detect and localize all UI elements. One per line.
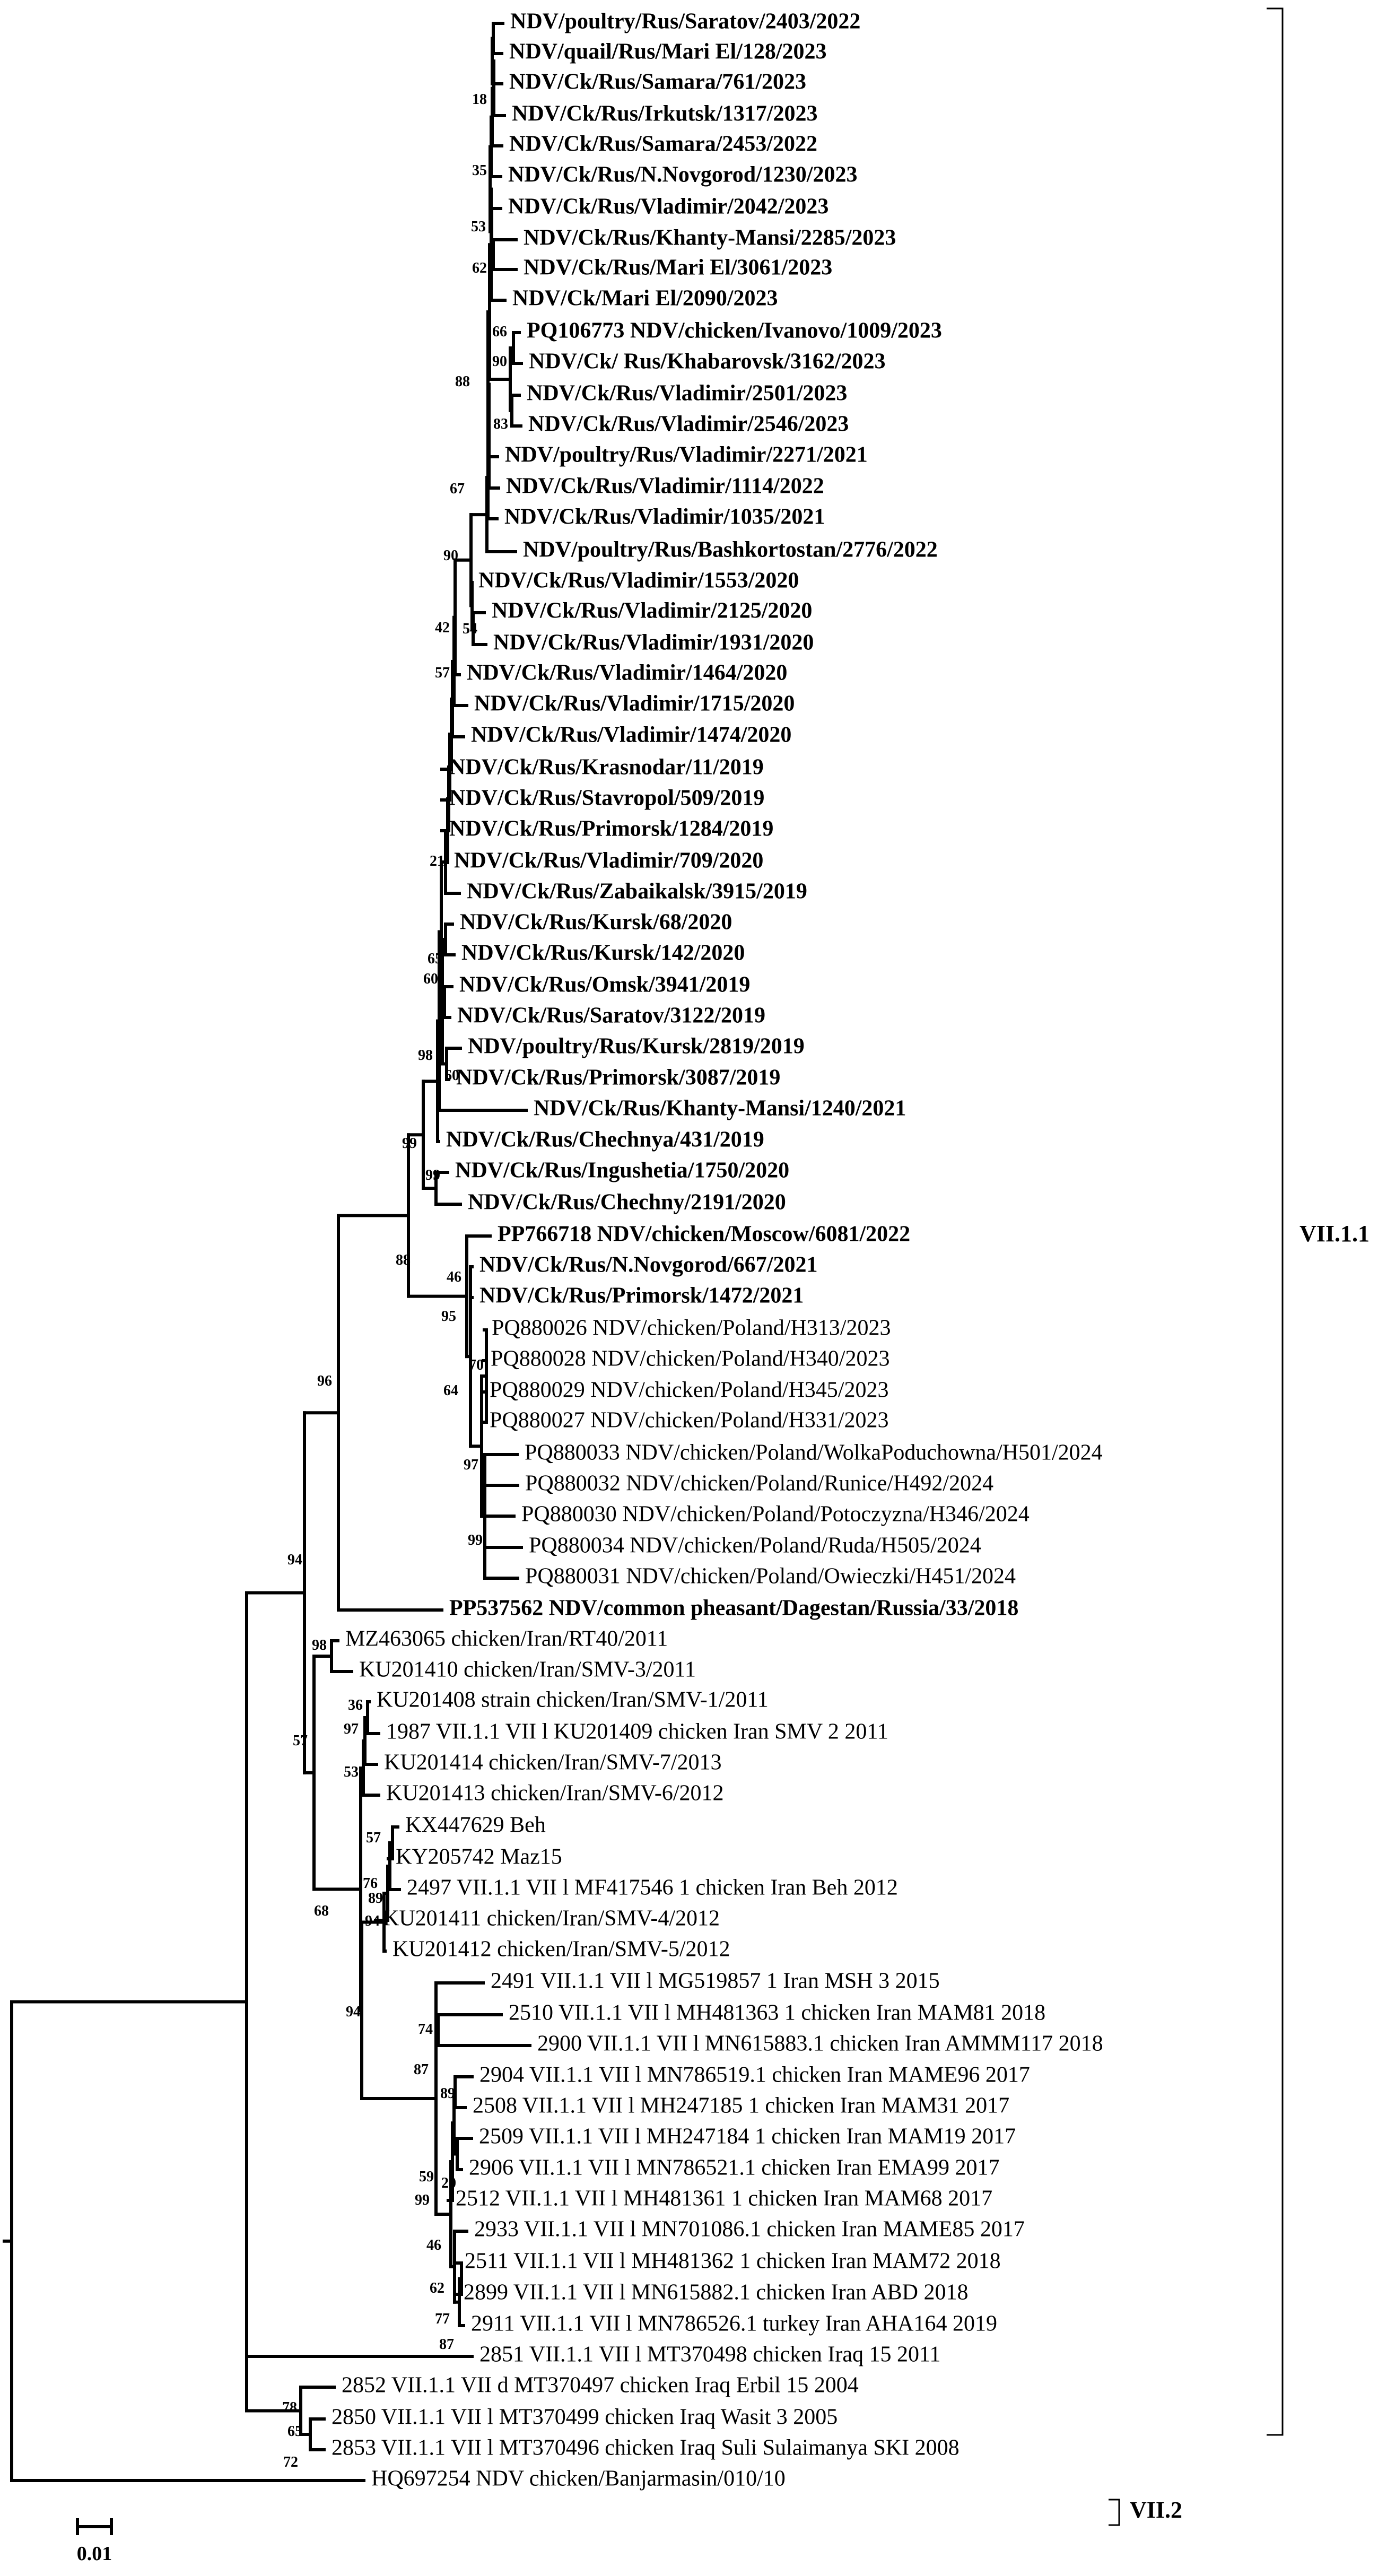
leaf-label: KX447629 Beh — [405, 1813, 546, 1838]
leaf-label: NDV/Ck/Rus/Primorsk/1284/2019 — [449, 816, 774, 841]
leaf-label: NDV/Ck/Rus/Vladimir/1715/2020 — [474, 691, 795, 716]
leaf-label: NDV/Ck/Rus/Vladimir/1114/2022 — [506, 474, 824, 499]
leaf-label: NDV/Ck/Rus/Zabaikalsk/3915/2019 — [467, 879, 807, 904]
leaf-label: NDV/Ck/Rus/Khanty-Mansi/1240/2021 — [534, 1096, 906, 1121]
bootstrap-value: 46 — [426, 2237, 441, 2253]
bootstrap-value: 97 — [344, 1721, 359, 1737]
bootstrap-value: 88 — [396, 1252, 411, 1268]
leaf-label: MZ463065 chicken/Iran/RT40/2011 — [345, 1626, 668, 1651]
bootstrap-value: 94 — [346, 2004, 361, 2020]
leaf-label: PQ880033 NDV/chicken/Poland/WolkaPoduchowna/H501/2024 — [525, 1440, 1103, 1465]
bootstrap-value: 53 — [344, 1764, 359, 1780]
bootstrap-value: 46 — [447, 1269, 461, 1285]
bootstrap-value: 94 — [365, 1913, 380, 1929]
bootstrap-value: 76 — [363, 1875, 378, 1892]
leaf-label: KU201411 chicken/Iran/SMV-4/2012 — [383, 1906, 720, 1931]
leaf-label: PQ880031 NDV/chicken/Poland/Owieczki/H451/2024 — [525, 1564, 1016, 1589]
leaf-label: 2899 VII.1.1 VII l MN615882.1 chicken Iran ABD 2018 — [464, 2280, 969, 2305]
bootstrap-value: 87 — [439, 2336, 454, 2353]
leaf-label: 2904 VII.1.1 VII l MN786519.1 chicken Iran MAME96 2017 — [479, 2062, 1030, 2087]
leaf-label: NDV/Ck/Rus/Chechny/2191/2020 — [468, 1190, 786, 1215]
bootstrap-value: 65 — [287, 2423, 302, 2440]
bootstrap-value: 99 — [402, 1135, 417, 1152]
leaf-label: 2933 VII.1.1 VII l MN701086.1 chicken Iran MAME85 2017 — [474, 2217, 1025, 2242]
leaf-label: NDV/Ck/Rus/Saratov/3122/2019 — [457, 1003, 766, 1028]
leaf-label: NDV/Ck/Rus/Krasnodar/11/2019 — [449, 755, 764, 780]
bootstrap-value: 59 — [419, 2169, 434, 2185]
bootstrap-value: 62 — [430, 2280, 444, 2296]
leaf-label: PP537562 NDV/common pheasant/Dagestan/Russia/33/2018 — [449, 1596, 1019, 1621]
leaf-label: NDV/Ck/Rus/Vladimir/2042/2023 — [508, 194, 829, 219]
bootstrap-value: 99 — [468, 1532, 483, 1548]
tree-branches — [4, 23, 530, 2481]
leaf-label: 1987 VII.1.1 VII l KU201409 chicken Iran SMV 2 2011 — [386, 1719, 888, 1744]
bootstrap-value: 64 — [443, 1382, 458, 1399]
bootstrap-value: 72 — [283, 2454, 298, 2470]
leaf-label: KU201413 chicken/Iran/SMV-6/2012 — [386, 1781, 724, 1806]
bootstrap-value: 98 — [312, 1637, 327, 1653]
leaf-label: NDV/Ck/Mari El/2090/2023 — [512, 286, 778, 311]
bootstrap-value: 70 — [469, 1357, 484, 1373]
bootstrap-value: 99 — [425, 1167, 440, 1183]
leaf-label: 2911 VII.1.1 VII l MN786526.1 turkey Iran AHA164 2019 — [471, 2311, 997, 2336]
leaf-label: NDV/Ck/Rus/Vladimir/1464/2020 — [467, 660, 788, 685]
bootstrap-value: 54 — [463, 621, 477, 637]
leaf-label: NDV/Ck/Rus/N.Novgorod/1230/2023 — [508, 162, 858, 187]
leaf-label: NDV/Ck/Rus/Primorsk/1472/2021 — [479, 1283, 804, 1308]
leaf-label: NDV/poultry/Rus/Bashkortostan/2776/2022 — [523, 537, 938, 562]
bootstrap-value: 65 — [428, 951, 442, 967]
leaf-label: KY205742 Maz15 — [396, 1844, 562, 1869]
leaf-label: NDV/Ck/Rus/Khanty-Mansi/2285/2023 — [524, 225, 896, 250]
leaf-label: NDV/Ck/Rus/Samara/761/2023 — [509, 69, 807, 94]
leaf-label: NDV/Ck/Rus/Chechnya/431/2019 — [446, 1127, 764, 1152]
leaf-label: NDV/poultry/Rus/Saratov/2403/2022 — [510, 9, 861, 34]
leaf-label: NDV/Ck/Rus/Vladimir/1931/2020 — [493, 630, 814, 655]
bootstrap-value: 57 — [435, 665, 450, 681]
bootstrap-value: 97 — [464, 1457, 478, 1473]
bootstrap-value: 53 — [471, 219, 486, 235]
leaf-label: NDV/Ck/Rus/Vladimir/1553/2020 — [478, 568, 799, 593]
bootstrap-value: 60 — [423, 971, 438, 987]
leaf-label: 2851 VII.1.1 VII l MT370498 chicken Iraq 15 2011 — [479, 2342, 941, 2367]
leaf-label: PQ880029 NDV/chicken/Poland/H345/2023 — [490, 1378, 889, 1403]
bootstrap-value: 90 — [443, 547, 458, 564]
bootstrap-value: 20 — [441, 2175, 456, 2191]
bootstrap-value: 95 — [441, 1308, 456, 1325]
leaf-label: PQ880034 NDV/chicken/Poland/Ruda/H505/2024 — [529, 1533, 981, 1558]
leaf-label: NDV/Ck/Rus/Kursk/68/2020 — [460, 910, 732, 935]
leaf-label: NDV/Ck/Rus/Vladimir/2546/2023 — [528, 412, 849, 437]
leaf-label: PQ106773 NDV/chicken/Ivanovo/1009/2023 — [527, 318, 942, 343]
leaf-label: NDV/Ck/Rus/N.Novgorod/667/2021 — [479, 1252, 818, 1277]
leaf-label: NDV/Ck/Rus/Ingushetia/1750/2020 — [455, 1158, 790, 1183]
leaf-label: 2852 VII.1.1 VII d MT370497 chicken Iraq Erbil 15 2004 — [342, 2373, 859, 2398]
clade-brackets — [1109, 8, 1370, 2525]
bootstrap-value: 67 — [450, 481, 465, 497]
bootstrap-value: 57 — [293, 1733, 308, 1749]
bootstrap-value: 62 — [472, 260, 487, 276]
bootstrap-value: 78 — [282, 2399, 297, 2416]
leaf-label: 2510 VII.1.1 VII l MH481363 1 chicken Iran MAM81 2018 — [509, 2000, 1046, 2025]
leaf-label: NDV/Ck/Rus/Vladimir/709/2020 — [454, 848, 764, 873]
bootstrap-value: 42 — [435, 620, 450, 636]
leaf-label: NDV/Ck/Rus/Primorsk/3087/2019 — [456, 1065, 781, 1090]
bootstrap-value: 89 — [368, 1890, 383, 1907]
bootstrap-value: 87 — [414, 2061, 429, 2078]
bootstrap-value: 57 — [366, 1830, 381, 1846]
bootstrap-value: 66 — [492, 324, 507, 340]
scale-bar — [77, 2520, 112, 2565]
leaf-label: NDV/Ck/Rus/Omsk/3941/2019 — [459, 972, 751, 997]
leaf-label: 2853 VII.1.1 VII l MT370496 chicken Iraq Suli Sulaimanya SKI 2008 — [332, 2435, 960, 2460]
leaf-label: KU201412 chicken/Iran/SMV-5/2012 — [393, 1937, 730, 1962]
bootstrap-value: 88 — [455, 373, 470, 390]
leaf-label: 2906 VII.1.1 VII l MN786521.1 chicken Iran EMA99 2017 — [469, 2155, 1000, 2180]
bootstrap-value: 68 — [314, 1903, 329, 1919]
leaf-label: PP766718 NDV/chicken/Moscow/6081/2022 — [498, 1222, 911, 1247]
scale-bar-label: 0.01 — [76, 2543, 112, 2565]
leaf-label: NDV/Ck/Rus/Samara/2453/2022 — [509, 132, 818, 156]
leaf-labels — [332, 10, 1103, 2491]
leaf-label: 2900 VII.1.1 VII l MN615883.1 chicken Iran AMMM117 2018 — [537, 2031, 1103, 2056]
bootstrap-value: 94 — [287, 1552, 302, 1568]
leaf-label: NDV/Ck/ Rus/Khabarovsk/3162/2023 — [529, 349, 886, 374]
leaf-label: PQ880026 NDV/chicken/Poland/H313/2023 — [492, 1316, 891, 1341]
bootstrap-value: 77 — [435, 2311, 450, 2327]
leaf-label: KU201408 strain chicken/Iran/SMV-1/2011 — [377, 1687, 769, 1712]
clade-vii-2-bracket — [1109, 2500, 1119, 2525]
bootstrap-value: 83 — [493, 416, 508, 432]
leaf-label: 2512 VII.1.1 VII l MH481361 1 chicken Iran MAM68 2017 — [456, 2186, 993, 2211]
leaf-label: 2497 VII.1.1 VII l MF417546 1 chicken Iran Beh 2012 — [407, 1875, 898, 1900]
leaf-label: 2491 VII.1.1 VII l MG519857 1 Iran MSH 3 2015 — [491, 1969, 940, 1994]
bootstrap-value: 35 — [472, 162, 487, 179]
leaf-label: NDV/Ck/Rus/Vladimir/1474/2020 — [471, 723, 792, 747]
leaf-label: PQ880028 NDV/chicken/Poland/H340/2023 — [491, 1346, 890, 1371]
bootstrap-value: 60 — [444, 1067, 459, 1084]
bootstrap-value: 74 — [418, 2021, 433, 2038]
leaf-label: HQ697254 NDV chicken/Banjarmasin/010/10 — [371, 2466, 786, 2491]
clade-vii-2-label: VII.2 — [1130, 2497, 1183, 2523]
leaf-label: NDV/poultry/Rus/Kursk/2819/2019 — [468, 1034, 805, 1059]
leaf-label: NDV/Ck/Rus/Vladimir/2125/2020 — [492, 598, 813, 623]
leaf-label: PQ880030 NDV/chicken/Poland/Potoczyzna/H346/2024 — [521, 1502, 1030, 1527]
bootstrap-value: 89 — [440, 2085, 455, 2102]
leaf-label: NDV/Ck/Rus/Irkutsk/1317/2023 — [512, 101, 818, 126]
leaf-label: 2509 VII.1.1 VII l MH247184 1 chicken Iran MAM19 2017 — [479, 2124, 1016, 2149]
leaf-label: 2850 VII.1.1 VII l MT370499 chicken Iraq Wasit 3 2005 — [332, 2405, 838, 2430]
leaf-label: 2511 VII.1.1 VII l MH481362 1 chicken Iran MAM72 2018 — [465, 2249, 1001, 2274]
leaf-label: PQ880032 NDV/chicken/Poland/Runice/H492/2024 — [525, 1471, 994, 1496]
bootstrap-value: 18 — [472, 91, 487, 108]
leaf-label: 2508 VII.1.1 VII l MH247185 1 chicken Iran MAM31 2017 — [473, 2093, 1010, 2118]
bootstrap-value: 96 — [317, 1373, 332, 1389]
leaf-label: NDV/quail/Rus/Mari El/128/2023 — [509, 39, 827, 64]
leaf-label: NDV/Ck/Rus/Kursk/142/2020 — [461, 941, 745, 965]
bootstrap-value: 99 — [415, 2192, 430, 2208]
bootstrap-value: 21 — [430, 853, 444, 869]
leaf-label: NDV/Ck/Rus/Stavropol/509/2019 — [449, 786, 765, 811]
leaf-label: KU201410 chicken/Iran/SMV-3/2011 — [359, 1657, 696, 1682]
clade-vii-1-1-label: VII.1.1 — [1299, 1221, 1370, 1247]
bootstrap-value: 98 — [418, 1047, 433, 1064]
leaf-label: KU201414 chicken/Iran/SMV-7/2013 — [384, 1750, 722, 1775]
bootstrap-value: 36 — [348, 1697, 363, 1713]
leaf-label: NDV/Ck/Rus/Vladimir/2501/2023 — [527, 381, 848, 406]
leaf-label: NDV/poultry/Rus/Vladimir/2271/2021 — [505, 442, 868, 467]
leaf-label: NDV/Ck/Rus/Vladimir/1035/2021 — [504, 504, 825, 529]
clade-vii-1-1-bracket — [1267, 8, 1283, 2435]
bootstrap-value: 90 — [492, 353, 507, 370]
leaf-label: PQ880027 NDV/chicken/Poland/H331/2023 — [490, 1408, 889, 1433]
leaf-label: NDV/Ck/Rus/Mari El/3061/2023 — [524, 255, 833, 280]
